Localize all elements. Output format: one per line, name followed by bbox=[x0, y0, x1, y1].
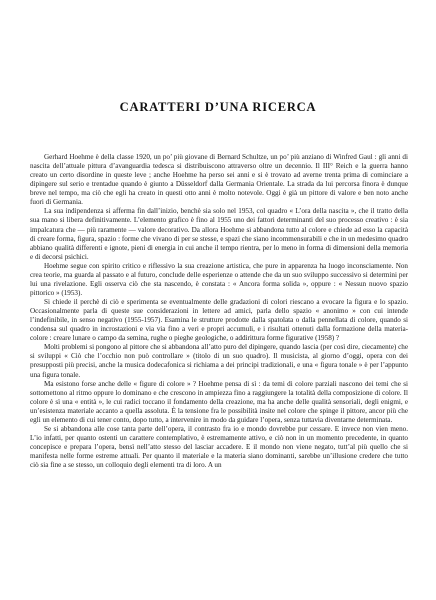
paragraph: Ma esistono forse anche delle « figure di colore » ? Hoehme pensa di sì : da temi di colore parziali nascono dei temi che si sottomettono al ritmo oppure lo dominano e che crescono in ampiezza fino a raggiungere la totalità della composizione di colore. Il colore è sì una « entità », le cui radici toccano il fondamento della creazione, ma ha anche delle qualità sensoriali, degli enigmi, e un’esistenza materiale accanto a quella assoluta. È la tensione fra le possibilità insite nel colore che spinge il pittore, ancor più che egli un elemento di cui tener conto, dopo tutto, a intervenire in modo da guidare l’opera, senza tuttavia diventarne determinata. bbox=[30, 379, 408, 424]
page-title: CARATTERI D’UNA RICERCA bbox=[119, 100, 317, 114]
paragraph: Molti problemi si pongono al pittore che si abbandona all’atto puro del dipingere, quando lascia (per così dire, ciecamente) che si sviluppi « Ciò che l’occhio non può controllare » (titolo di un suo quadro). Il musicista, al giorno d’oggi, opera con dei presupposti più precisi, anche la musica dodecafonica si richiama a dei principi tradizionali, e una « figura tonale » è per l’appunto una figura tonale. bbox=[30, 343, 408, 379]
body-text bbox=[30, 153, 408, 470]
paragraph: Si chiede il perchè di ciò e sperimenta se eventualmente delle gradazioni di colori riescano a evocare la figura e lo spazio. Occasionalmente parla di queste sue considerazioni in lettere ad amici, parla dello spazio « anonimo » con cui intende l’indefinibile, in senso negativo (1955-1957). Esamina le strutture prodotte dalla spatolata o dalla pennellata di colore, quando si condensa sul quadro in incrostazioni e via via fino a veri e propri accumuli, e i risultati ottenuti dalla formazione della materia-colore : creare lunare o campo da semina, rughe o pieghe geologiche, o addirittura forme figurative (1958) ? bbox=[30, 298, 408, 343]
paragraph: Hoehme segue con spirito critico e riflessivo la sua creazione artistica, che pure in apparenza ha luogo inconsciamente. Non crea teorie, ma guarda al passato e al futuro, conclude delle esperienze o attende che da un suo sviluppo successivo si determini per lui una rivelazione. Egli osserva ciò che sta nascendo, è constata : « Ancora forma solida », oppure : « Nessun nuovo spazio pittorico » (1953). bbox=[30, 261, 408, 297]
paragraph: Gerhard Hoehme è della classe 1920, un po’ più giovane di Bernard Schultze, un po’ più anziano di Winfred Gaul : gli anni di nascita dell’attuale pittura d’avanguardia tedesca si distribuiscono attraverso oltre un decennio. Il III° Reich e la guerra hanno creato un certo disordine in queste leve ; anche Hoehme ha perso sei anni e si è trovato ad averne trenta prima di cominciare a dipingere sul serio e trentadue quando è giunto a Düsseldorf dalla Germania Orientale. La strada da lui percorsa finora è dunque breve nel tempo, ma ciò che egli ha creato in questi otto anni è molto notevole. Oggi è già un pittore di valore e ben noto anche fuori di Germania. bbox=[30, 153, 408, 207]
paragraph: Se si abbandona alle cose tanta parte dell’opera, il contrasto fra io e mondo dovrebbe pur cessare. E invece non vien meno. L’io infatti, per quanto ostenti un carattere contemplativo, è estremamente attivo, e ciò non in un momento precedente, in quanto concepisce e prepara l’opera, bensì nell’atto stesso del lasciar accadere. E il mondo non viene negato, tutt’al più quello che si manifesta nelle forme estreme attuali. Per quanto il materiale e la materia siano dominanti, sarebbe un’illusione credere che tutto ciò sia fine a se stesso, un colloquio degli elementi tra di loro. A un bbox=[30, 424, 408, 470]
paragraph: La sua indipendenza si afferma fin dall’inizio, benchè sia solo nel 1953, col quadro « L’ora della nascita », che il tratto della sua mano si libera definitivamente. L’elemento grafico è fino al 1955 uno dei fattori determinanti del suo processo creativo : è sia impalcatura che — più raramente — valore decorativo. Da allora Hoehme si abbandona tutto al colore e chiede ad esso la capacità di creare forma, figura, spazio : forme che vivano di per se stesse, e spazi che siano incommensurabili e che in un medesimo quadro abbiano qualità differenti e ignote, pieni di energia in cui anche il tempo rientra, per lo meno in forma di dimensioni della memoria e di decorsi psichici. bbox=[30, 207, 408, 261]
